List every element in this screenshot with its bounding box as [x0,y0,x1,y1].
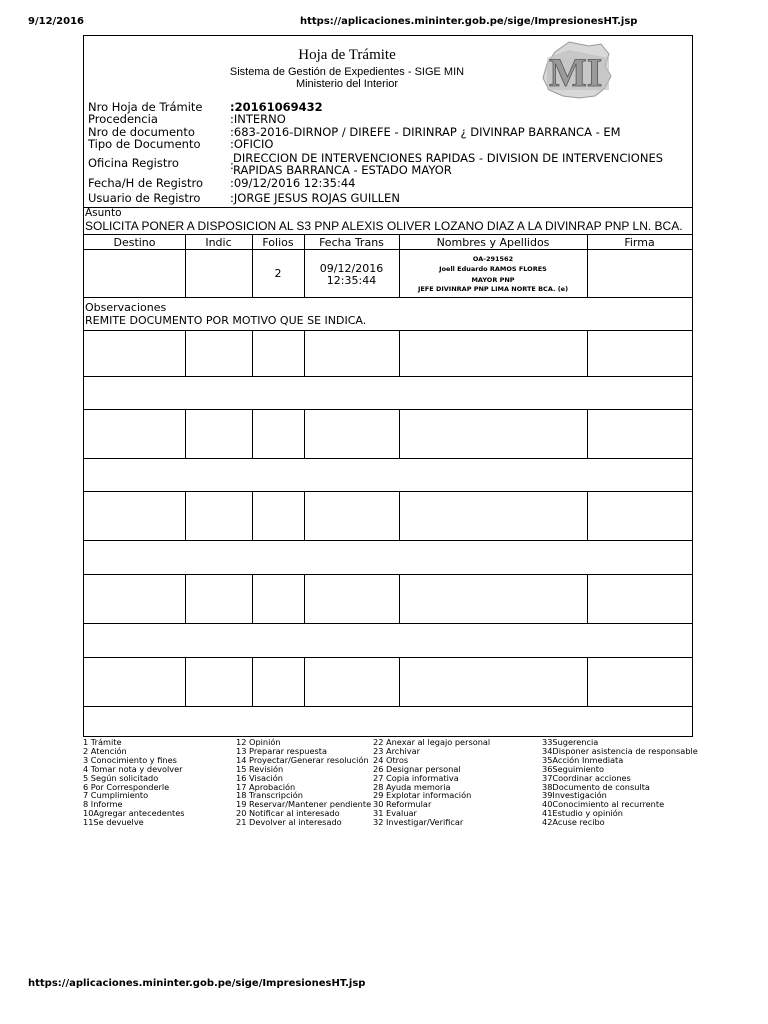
col-header-firma: Firma [624,236,655,249]
field-fecha-registro: Fecha/H de Registro :09/12/2016 12:35:44 [88,176,356,190]
col-header-indic: Indic [205,236,232,249]
field-nro-hoja: Nro Hoja de Trámite :20161069432 [88,100,323,114]
page-url-top: https://aplicaciones.mininter.gob.pe/sige/ImpresionesHT.jsp [300,16,638,27]
codes-column-4: 33Sugerencia 34Disponer asistencia de responsable 35Acción Inmediata 36Seguimiento 37Coordinar acciones 38Documento de consulta 39Investigación 40Conocimiento al recurrente 41Estudio y opinión 42Acuse recibo [542,737,698,828]
col-header-folios: Folios [262,236,294,249]
row-fecha-time: 12:35:44 [326,274,377,287]
col-header-nombres: Nombres y Apellidos [436,236,550,249]
stamp-rank: MAYOR PNP [471,276,515,284]
logo-text: MI [549,50,603,95]
oficina-value-line-2: RAPIDAS BARRANCA - ESTADO MAYOR [233,163,452,177]
row-fecha-date: 09/12/2016 [319,262,384,275]
observaciones-label: Observaciones [85,301,167,314]
ministry-logo-icon [539,40,613,100]
row-folios: 2 [274,267,282,280]
document-title: Hoja de Trámite [298,47,396,63]
field-oficina-registro: Oficina Registro : [88,156,234,172]
asunto-text: SOLICITA PONER A DISPOSICION AL S3 PNP ALEXIS OLIVER LOZANO DIAZ A LA DIVINRAP PNP LN. BCA. [85,219,683,233]
page-url-bottom: https://aplicaciones.mininter.gob.pe/sige/ImpresionesHT.jsp [28,978,366,989]
field-usuario-registro: Usuario de Registro :JORGE JESUS ROJAS GUILLEN [88,191,400,205]
system-name: Sistema de Gestión de Expedientes - SIGE MIN [229,66,465,78]
codes-column-2: 12 Opinión 13 Preparar respuesta 14 Proyectar/Generar resolución 15 Revisión 16 Visación 17 Aprobación 18 Transcripción 19 Reservar/Mantener pendiente 20 Notificar al interesado 21 Devolver al interesado [236,737,372,828]
asunto-label: Asunto [85,207,122,219]
hoja-de-tramite-sheet [83,35,693,737]
field-procedencia: Procedencia :INTERNO [88,112,286,126]
observaciones-text: REMITE DOCUMENTO POR MOTIVO QUE SE INDICA. [85,314,367,327]
page-date: 9/12/2016 [28,16,85,27]
stamp-name: Joell Eduardo RAMOS FLORES [439,265,547,273]
col-header-destino: Destino [113,236,156,249]
col-header-fecha-trans: Fecha Trans [319,236,384,249]
codes-column-1: 1 Trámite 2 Atención 3 Conocimiento y fines 4 Tomar nota y devolver 5 Según solicitado 6 Por Corresponderle 7 Cumplimiento 8 Informe 10Agregar antecedentes 11Se devuelve [83,737,185,828]
codes-column-3: 22 Anexar al legajo personal 23 Archivar 24 Otros 26 Designar personal 27 Copia informativa 28 Ayuda memoria 29 Explotar información 30 Reformular 31 Evaluar 32 Investigar/Verificar [373,737,491,828]
ministry-name: Ministerio del Interior [295,78,399,90]
field-nro-documento: Nro de documento :683-2016-DIRNOP / DIREFE - DIRINRAP ¿ DIVINRAP BARRANCA - EM [88,125,621,139]
stamp-position: JEFE DIVINRAP PNP LIMA NORTE BCA. (e) [417,285,569,293]
stamp-code: OA-291562 [472,255,514,263]
oficina-value-line-1: DIRECCION DE INTERVENCIONES RAPIDAS - DIVISION DE INTERVENCIONES [233,151,664,165]
field-tipo-documento: Tipo de Documento :OFICIO [88,137,274,151]
